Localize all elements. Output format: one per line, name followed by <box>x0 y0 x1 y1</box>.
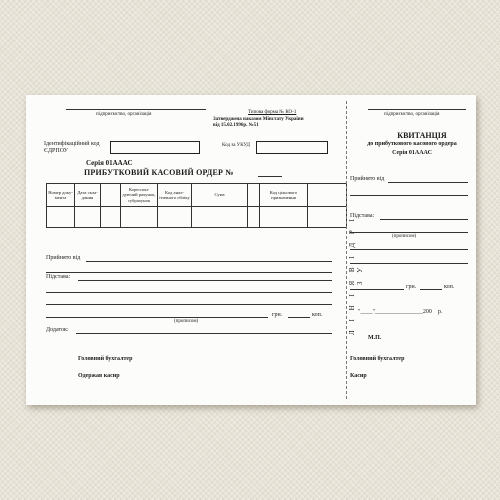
kop-amount-line[interactable] <box>288 317 310 318</box>
col-purpose-code: Код цільового призначення <box>260 184 308 207</box>
receipt-kop-label: коп. <box>444 284 455 290</box>
receipt-org-line[interactable] <box>368 109 466 110</box>
receipt-kop-line[interactable] <box>420 289 442 290</box>
table-header-row <box>47 184 347 207</box>
approval-line-2: від 15.02.1996р. №51 <box>213 123 259 128</box>
received-from-line[interactable] <box>86 261 332 262</box>
receipt-cashier-label: Касир <box>350 373 367 379</box>
cell-sum[interactable] <box>192 207 248 228</box>
receipt-uah-label: грн. <box>406 284 417 290</box>
receipt-title: КВИТАНЦІЯ <box>397 131 447 140</box>
order-table <box>46 183 347 228</box>
in-words-caption: (прописом) <box>174 319 199 324</box>
receipt-received-from-label: Прийнято від <box>350 176 385 182</box>
receipt-basis-line-2[interactable] <box>350 232 468 233</box>
receipt-date-line[interactable]: "____"________________200 р. <box>358 309 443 315</box>
attachment-label: Додаток: <box>46 327 69 333</box>
col-analytic-code: Код анал-ітичного обліку <box>158 184 192 207</box>
order-title: ПРИБУТКОВИЙ КАСОВИЙ ОРДЕР № <box>84 168 234 177</box>
attachment-line[interactable] <box>76 333 332 334</box>
receipt-line-4[interactable] <box>350 263 468 264</box>
amount-words-line[interactable] <box>46 317 268 318</box>
basis-line-2[interactable] <box>46 292 332 293</box>
approval-line-1: Затверджена наказом Мінстату України <box>213 117 304 122</box>
cell-date[interactable] <box>75 207 101 228</box>
receipt-series: Серія 01АААС <box>392 150 432 156</box>
col-blank-1 <box>101 184 121 207</box>
order-number-line[interactable] <box>258 176 282 177</box>
receipt-received-line-1[interactable] <box>388 182 468 183</box>
cashier-received-label: Одержав касир <box>78 373 120 379</box>
table-value-row <box>47 207 347 228</box>
cell-account[interactable] <box>121 207 158 228</box>
ukud-label: Код за УКУД <box>222 143 250 148</box>
chief-accountant-label: Головний бухгалтер <box>78 356 133 362</box>
kop-label: коп. <box>312 312 323 318</box>
receipt-chief-accountant-label: Головний бухгалтер <box>350 356 405 362</box>
receipt-subtitle: до прибуткового касового ордера <box>367 141 457 147</box>
order-series: Серія 01АААС <box>86 159 133 167</box>
cut-divider <box>346 101 347 399</box>
received-from-line-2[interactable] <box>46 272 332 273</box>
id-code-box[interactable] <box>110 141 200 154</box>
col-blank-2 <box>248 184 260 207</box>
col-sum: Сума <box>192 184 248 207</box>
ukud-box[interactable] <box>256 141 328 154</box>
cell-blank-1[interactable] <box>101 207 121 228</box>
org-name-line[interactable] <box>66 109 206 110</box>
cut-line-text: Л І Н І Я В І Д Р І З У <box>348 215 364 335</box>
col-blank-3 <box>308 184 347 207</box>
cell-blank-2[interactable] <box>248 207 260 228</box>
org-caption: підприємство, організація <box>96 112 152 117</box>
receipt-basis-line-1[interactable] <box>380 219 468 220</box>
receipt-stamp-label: М.П. <box>368 335 382 341</box>
receipt-uah-line[interactable] <box>350 289 404 290</box>
col-account: Кореспон-дуючий рахунок, субрахунок <box>121 184 158 207</box>
basis-line-1[interactable] <box>78 280 332 281</box>
receipt-received-line-2[interactable] <box>350 195 468 196</box>
cell-purpose-code[interactable] <box>260 207 308 228</box>
basis-label: Підстава: <box>46 274 71 280</box>
receipt-line-3[interactable] <box>350 249 468 250</box>
form-number: Типова форма № КО-1 <box>248 110 297 115</box>
cash-order-form <box>26 95 476 405</box>
uah-label: грн. <box>272 312 283 318</box>
col-date: Дата скла-дання <box>75 184 101 207</box>
id-code-label: Ідентифікаційний код ЄДРПОУ <box>44 141 100 154</box>
receipt-in-words-caption: (прописом) <box>392 234 417 239</box>
received-from-label: Прийнято від <box>46 255 81 261</box>
receipt-basis-label: Підстава: <box>350 213 375 219</box>
col-doc-number: Номер доку-мента <box>47 184 75 207</box>
cell-analytic-code[interactable] <box>158 207 192 228</box>
cell-doc-number[interactable] <box>47 207 75 228</box>
receipt-org-caption: підприємство, організація <box>384 112 440 117</box>
cell-blank-3[interactable] <box>308 207 347 228</box>
basis-line-3[interactable] <box>46 304 332 305</box>
